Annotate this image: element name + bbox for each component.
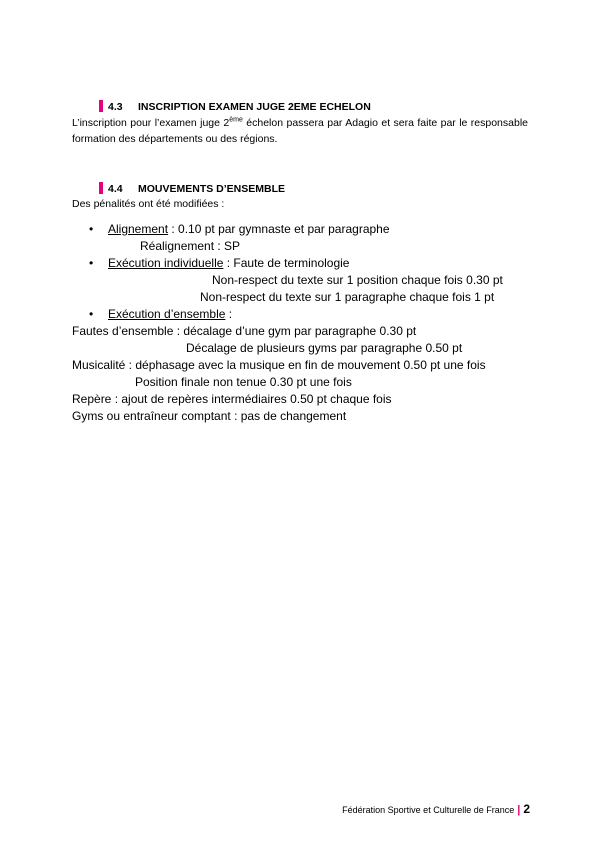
fautes-ensemble-sub-line: Décalage de plusieurs gyms par paragraphe 0.50 pt (186, 341, 463, 355)
realignement-line: Réalignement : SP (140, 239, 241, 253)
list-item-alignement: Alignement : 0.10 pt par gymnaste et par paragraphe (108, 222, 390, 236)
repere-line: Repère : ajout de repères intermédiaires 0.50 pt chaque fois (72, 392, 392, 406)
exec-indiv-sub-line: Non-respect du texte sur 1 paragraphe chaque fois 1 pt (200, 290, 495, 304)
section-44-heading (99, 182, 285, 195)
section-43-paragraph: L’inscription pour l’examen juge 2ème échelon passera par Adagio et sera faite par le responsable formation des départements ou des régions. (72, 116, 529, 145)
footer-separator: | (517, 804, 521, 816)
page-footer (342, 802, 530, 816)
section-44-intro: Des pénalités ont été modifiées : (72, 198, 225, 210)
bullet-glyph: • (89, 222, 94, 236)
bullet-glyph: • (89, 307, 94, 321)
section-title: INSCRIPTION EXAMEN JUGE 2EME ECHELON (138, 101, 371, 113)
musicalite-line: Musicalité : déphasage avec la musique en fin de mouvement 0.50 pt une fois (72, 358, 486, 372)
footer-org: Fédération Sportive et Culturelle de France (342, 805, 515, 815)
section-marker (99, 182, 103, 194)
gyms-line: Gyms ou entraîneur comptant : pas de changement (72, 409, 347, 423)
page-number: 2 (523, 802, 530, 816)
section-marker (99, 100, 103, 112)
list-item-execution-ensemble: Exécution d’ensemble : (108, 307, 233, 321)
exec-indiv-sub-line: Non-respect du texte sur 1 position chaque fois 0.30 pt (212, 273, 503, 287)
bullet-glyph: • (89, 256, 94, 270)
list-item-execution-individuelle: Exécution individuelle : Faute de terminologie (108, 256, 350, 270)
fautes-ensemble-line: Fautes d’ensemble : décalage d’une gym par paragraphe 0.30 pt (72, 324, 417, 338)
section-number: 4.4 (108, 183, 123, 195)
musicalite-sub-line: Position finale non tenue 0.30 pt une fois (135, 375, 352, 389)
section-number: 4.3 (108, 101, 123, 113)
section-43-heading (99, 100, 371, 113)
section-title: MOUVEMENTS D’ENSEMBLE (138, 183, 286, 195)
